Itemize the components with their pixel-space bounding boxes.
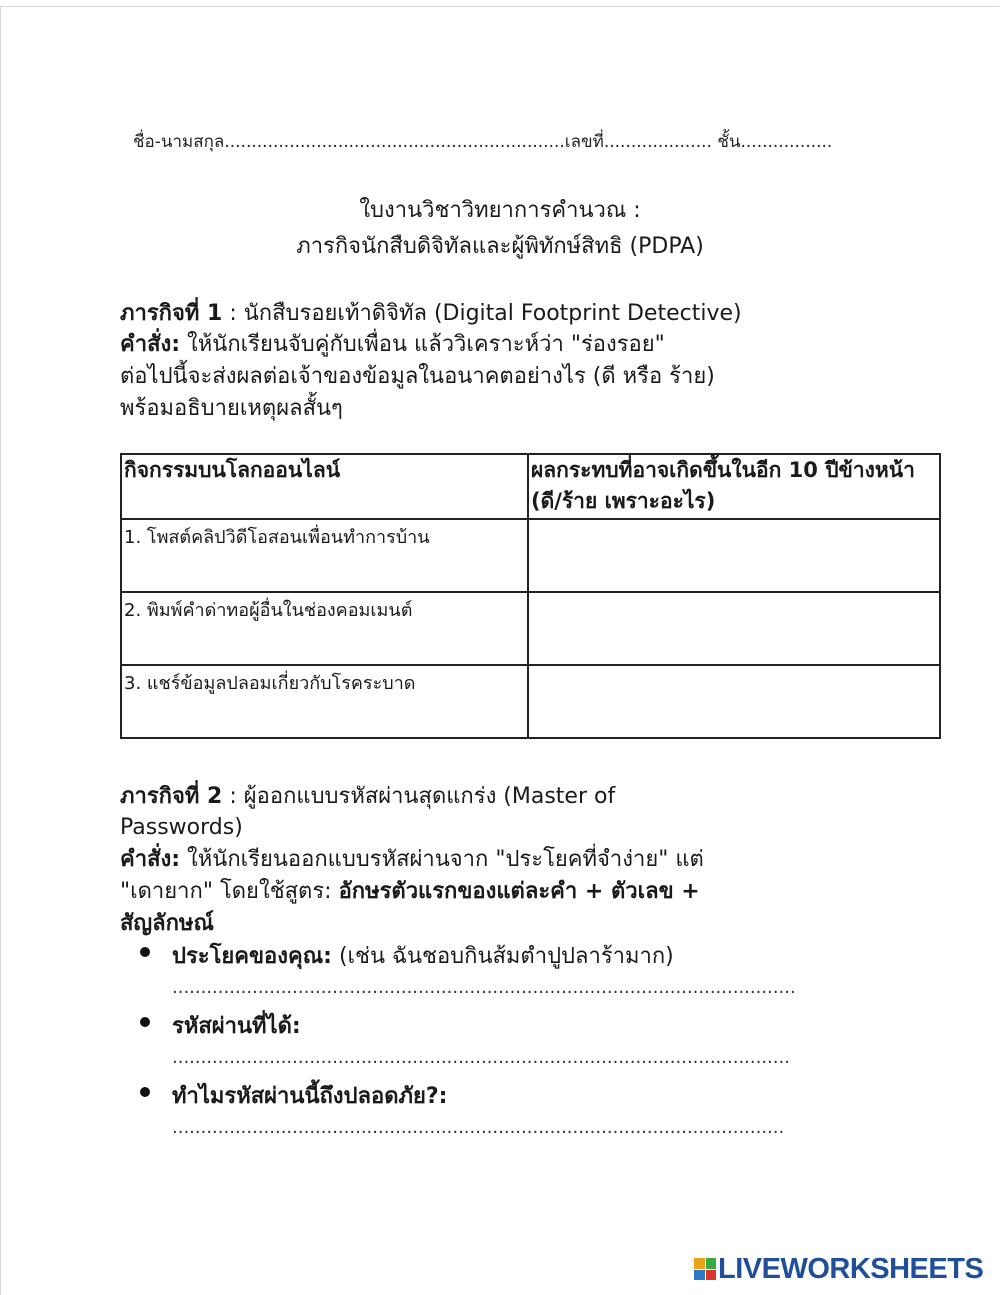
activity-cell: 2. พิมพ์คำด่าทอผู้อื่นในช่องคอมเมนต์ bbox=[121, 592, 528, 665]
list-item bbox=[140, 1008, 796, 1078]
safety-reason-label: ทำไมรหัสผ่านนี้ถึงปลอดภัย?: bbox=[172, 1084, 448, 1109]
mission1-instruction-text1: ให้นักเรียนจับคู่กับเพื่อน แล้ววิเคราะห์ว่า "ร่องรอย" bbox=[180, 332, 665, 357]
mission1-heading bbox=[120, 298, 742, 329]
mission1-instruction bbox=[120, 329, 665, 360]
sentence-label: ประโยคของคุณ: bbox=[172, 944, 332, 969]
impact-answer-cell[interactable] bbox=[528, 592, 940, 665]
password-label: รหัสผ่านที่ได้: bbox=[172, 1014, 301, 1039]
bullet-icon bbox=[140, 1017, 150, 1027]
password-answer-line[interactable]: ............................................................................................................ bbox=[172, 1047, 790, 1068]
mission2-formula bbox=[120, 876, 700, 907]
table-row bbox=[121, 665, 940, 738]
table-header-impact: ผลกระทบที่อาจเกิดขึ้นในอีก 10 ปีข้างหน้า (ดี/ร้าย เพราะอะไร) bbox=[528, 454, 940, 519]
impact-answer-cell[interactable] bbox=[528, 665, 940, 738]
mission2-instruction-label: คำสั่ง: bbox=[120, 847, 181, 872]
list-item bbox=[140, 938, 796, 1008]
worksheet-title: ใบงานวิชาวิทยาการคำนวณ : bbox=[359, 198, 641, 223]
logo-grid-icon bbox=[694, 1258, 716, 1280]
mission2-formula-intro: "เดายาก" โดยใช้สูตร: bbox=[120, 879, 339, 904]
worksheet-subtitle: ภารกิจนักสืบดิจิทัลและผู้พิทักษ์สิทธิ (PDPA) bbox=[296, 234, 704, 259]
activity-cell: 3. แชร์ข้อมูลปลอมเกี่ยวกับโรคระบาด bbox=[121, 665, 528, 738]
mission2-title-line1: : ผู้ออกแบบรหัสผ่านสุดแกร่ง (Master of bbox=[222, 784, 616, 809]
mission2-heading bbox=[120, 781, 615, 812]
activity-cell: 1. โพสต์คลิปวิดีโอสอนเพื่อนทำการบ้าน bbox=[121, 519, 528, 592]
footprint-table bbox=[120, 453, 941, 739]
table-header-row bbox=[121, 454, 940, 519]
bullet-icon bbox=[140, 947, 150, 957]
mission2-formula-end bbox=[120, 908, 214, 939]
logo-text: LIVEWORKSHEETS bbox=[718, 1252, 984, 1285]
impact-answer-cell[interactable] bbox=[528, 519, 940, 592]
mission1-instruction-text2: ต่อไปนี้จะส่งผลต่อเจ้าของข้อมูลในอนาคตอย่างไร (ดี หรือ ร้าย) bbox=[120, 364, 715, 389]
table-row bbox=[121, 592, 940, 665]
mission2-title-line2: Passwords) bbox=[120, 815, 243, 840]
mission1-instruction-text3: พร้อมอธิบายเหตุผลสั้นๆ bbox=[120, 396, 343, 421]
sentence-example: (เช่น ฉันชอบกินส้มตำปูปลาร้ามาก) bbox=[331, 944, 674, 969]
safety-reason-answer-line[interactable]: ........................................................................................................... bbox=[172, 1117, 785, 1138]
mission2-instruction-text1: ให้นักเรียนออกแบบรหัสผ่านจาก "ประโยคที่จำง่าย" แต่ bbox=[180, 847, 704, 872]
mission1-label: ภารกิจที่ 1 bbox=[120, 301, 223, 326]
password-bullet-list bbox=[140, 938, 796, 1148]
mission2-formula-bold: อักษรตัวแรกของแต่ละคำ + ตัวเลข + bbox=[338, 879, 700, 904]
table-row bbox=[121, 519, 940, 592]
mission1-instruction-label: คำสั่ง: bbox=[120, 332, 181, 357]
list-item bbox=[140, 1078, 796, 1148]
mission1-title: : นักสืบรอยเท้าดิจิทัล (Digital Footprint Detective) bbox=[222, 301, 742, 326]
liveworksheets-logo bbox=[694, 1253, 983, 1285]
mission2-label: ภารกิจที่ 2 bbox=[120, 784, 223, 809]
sentence-answer-line[interactable]: ............................................................................................................. bbox=[172, 977, 796, 998]
table-header-activity: กิจกรรมบนโลกออนไลน์ bbox=[121, 454, 528, 519]
mission2-instruction bbox=[120, 844, 704, 875]
mission2-formula-bold-end: สัญลักษณ์ bbox=[120, 911, 214, 936]
bullet-icon bbox=[140, 1087, 150, 1097]
name-number-class-line: ชื่อ-นามสกุล...............................................................เลขที่.................... ชั้น................. bbox=[133, 132, 833, 152]
